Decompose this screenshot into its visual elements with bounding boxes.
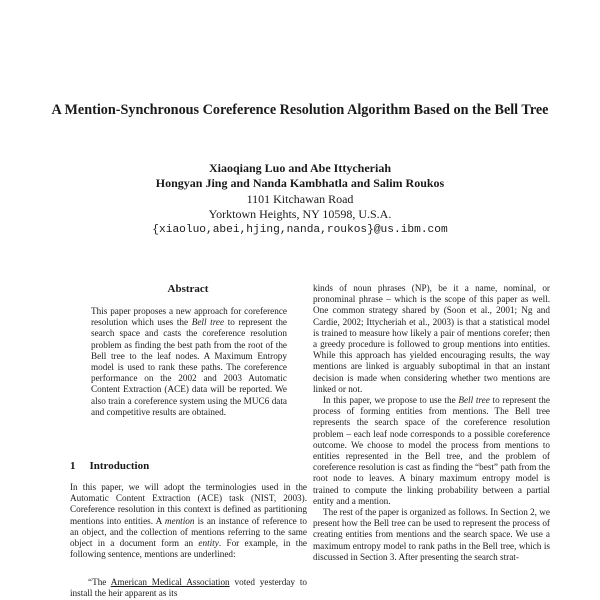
introduction-paragraph bbox=[70, 482, 307, 560]
example-quote bbox=[70, 577, 307, 599]
abstract-text bbox=[91, 306, 287, 418]
quote-rest: voted yesterday to install the heir apparent as its bbox=[70, 577, 307, 599]
abstract-bell-term: Bell tree bbox=[191, 317, 225, 328]
entity-term: entity bbox=[198, 538, 219, 549]
quote-open: “The bbox=[88, 577, 111, 587]
col2-p2-a: In this paper, we propose to use the bbox=[323, 395, 459, 406]
right-column bbox=[313, 283, 550, 563]
col2-paragraph-2 bbox=[313, 395, 550, 507]
col2-paragraph-1: kinds of noun phrases (NP), be it a name, nominal, or pronominal phrase – which is the scope of this paper as well. One common strategy shared by (Soon et al., 2001; Ng and Cardie, 2002; Ittycheriah et al., 2003) is that a statistical model is trained to measure how likely a pair of mentions corefer; then a greedy procedure is followed to group mentions into entities. While this approach has yielded encouraging results, the way mentions are linked is arguably suboptimal in that an instant decision is made when considering whether two mentions are linked or not. bbox=[313, 283, 550, 394]
abstract-text-a: This paper proposes a new approach for coreference resolution which uses the bbox=[91, 306, 287, 328]
address-line-2: Yorktown Heights, NY 10598, U.S.A. bbox=[208, 207, 392, 222]
abstract-text-b: to represent the search space and casts the coreference resolution problem as finding the best path from the root of the Bell tree to the leaf nodes. A Maximum Entropy model is used to rank these paths. The coreference performance on the 2002 and 2003 Automatic Content Extraction (ACE) data will be reported. We also train a coreference system using the MUC6 data and competitive results are obtained. bbox=[91, 317, 287, 417]
col2-bell-term: Bell tree bbox=[458, 395, 490, 406]
intro-text-a: In this paper, we will adopt the terminologies used in the Automatic Content Extraction (ACE) task (NIST, 2003). Coreference resolution in this context is defined as partitioning mentions into entities. A bbox=[70, 482, 307, 526]
intro-text-c: . For example, in the following sentence, mentions are underlined: bbox=[70, 538, 307, 560]
paper-title: A Mention-Synchronous Coreference Resolution Algorithm Based on the Bell Tree bbox=[51, 102, 549, 118]
author-block bbox=[60, 161, 540, 238]
section-heading-introduction bbox=[70, 460, 149, 472]
section-title: Introduction bbox=[89, 460, 150, 472]
address-line-1: 1101 Kitchawan Road bbox=[246, 191, 354, 206]
abstract-heading: Abstract bbox=[167, 283, 209, 295]
intro-text-b: is an instance of reference to an object, and the collection of mentions referring to the same object in a document form an bbox=[70, 515, 307, 549]
col2-paragraph-3: The rest of the paper is organized as follows. In Section 2, we present how the Bell tree can be used to represent the process of creating entities from mentions and the search space. We use a maximum entropy model to rank paths in the Bell tree, which is discussed in Section 3. After presenting the search strat- bbox=[313, 507, 550, 562]
author-emails: {xiaoluo,abei,hjing,nanda,roukos}@us.ibm.com bbox=[152, 223, 448, 236]
col2-p2-b: to represent the process of forming entities from mentions. The Bell tree represents the search space of the coreference resolution problem – each leaf node corresponds to a possible coreference outcome. We choose to model the process from mentions to entities represented in the Bell tree, and the problem of coreference resolution is cast as finding the “best” path from the root node to leaves. A binary maximum entropy model is trained to compute the linking probability between a partial entity and a mention. bbox=[313, 395, 550, 506]
authors-line-2: Hongyan Jing and Nanda Kambhatla and Salim Roukos bbox=[155, 176, 445, 191]
authors-line-1: Xiaoqiang Luo and Abe Ittycheriah bbox=[208, 161, 392, 175]
section-number: 1 bbox=[70, 460, 76, 472]
quote-org-mention: American Medical Association bbox=[110, 577, 230, 587]
mention-term: mention bbox=[164, 515, 195, 526]
